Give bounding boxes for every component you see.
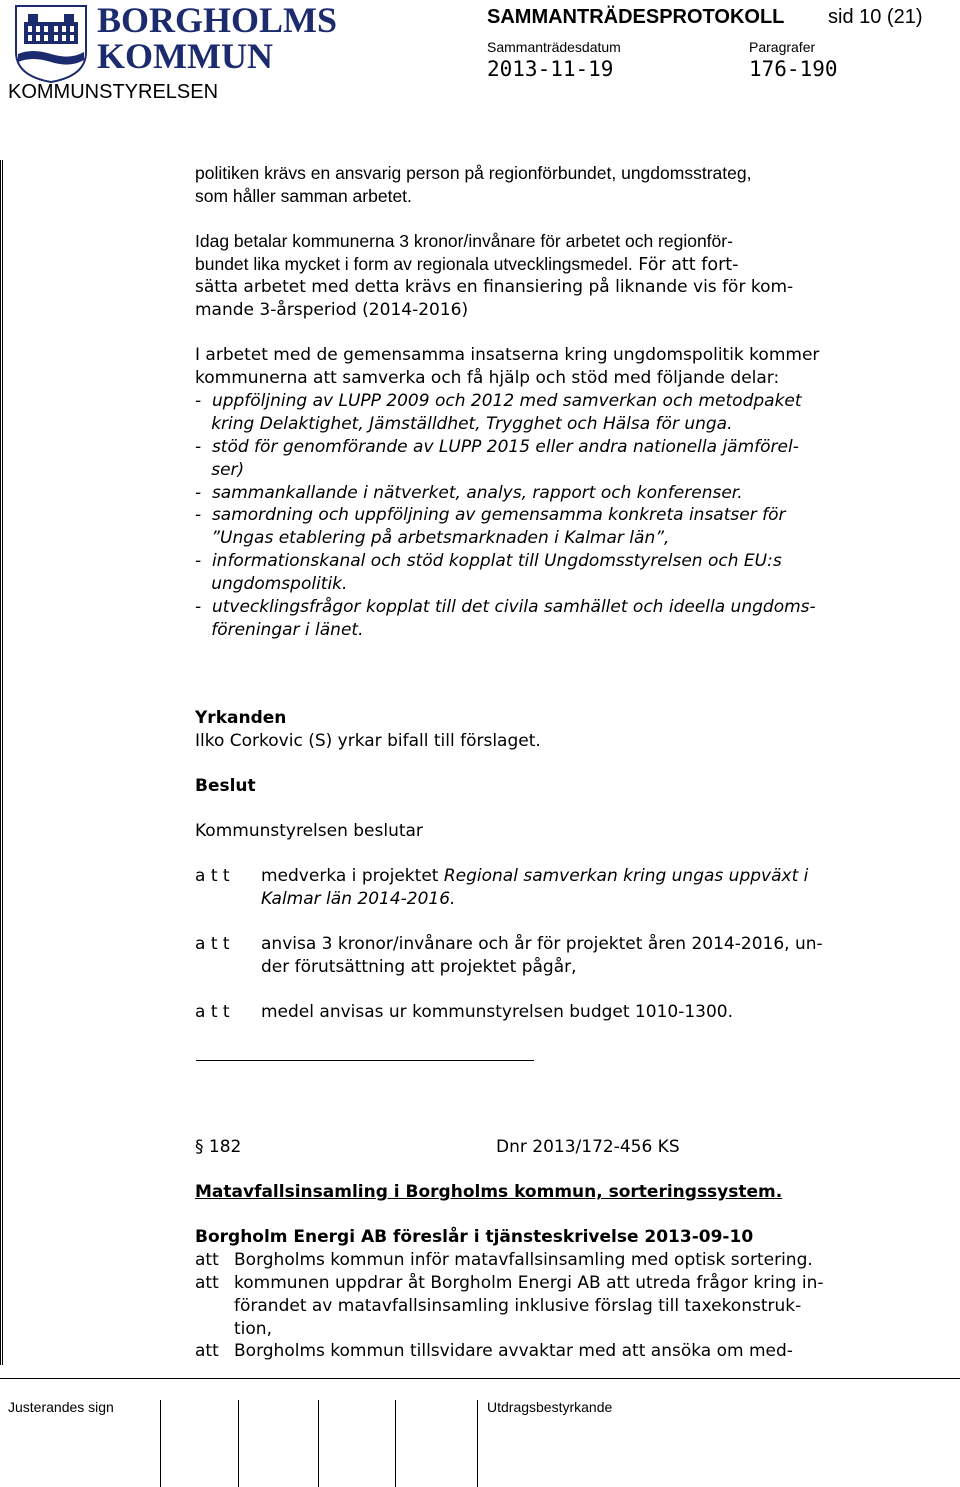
decision-line: medel anvisas ur kommunstyrelsen budget 1010-1300. (261, 1002, 733, 1022)
signature-box-divider (395, 1400, 396, 1487)
signature-box-divider (160, 1400, 161, 1487)
meeting-date-value: 2013-11-19 (487, 57, 614, 81)
department-name: KOMMUNSTYRELSEN (8, 81, 219, 103)
signature-box-divider (318, 1400, 319, 1487)
att-label: a t t (195, 1002, 230, 1022)
logo-title-line2: KOMMUN (97, 36, 273, 76)
paragraph-text: För att fort- (632, 255, 739, 275)
decision-line (261, 865, 808, 888)
proposal-line: kommunen uppdrar åt Borgholm Energi AB att utreda frågor kring in- (234, 1273, 824, 1293)
list-item: ungdomspolitik. (195, 574, 348, 594)
paragraph-line: mande 3-årsperiod (2014-2016) (195, 300, 469, 320)
document-title: SAMMANTRÄDESPROTOKOLL (487, 6, 785, 28)
list-item: ”Ungas etablering på arbetsmarknaden i Kalmar län”, (195, 528, 670, 548)
section-heading: Yrkanden (195, 708, 287, 728)
meeting-date-label: Sammanträdesdatum (487, 39, 621, 55)
project-name: Regional samverkan kring ungas uppväxt i (443, 866, 809, 886)
decision-line: Kalmar län 2014-2016. (261, 889, 456, 909)
att-label: att (195, 1273, 219, 1293)
list-item: - informationskanal och stöd kopplat till Ungdomsstyrelsen och EU:s (195, 551, 782, 571)
paragraph-line: Ilko Corkovic (S) yrkar bifall till förslaget. (195, 731, 541, 751)
paragraphs-label: Paragrafer (749, 39, 816, 55)
list-item: - stöd för genomförande av LUPP 2015 eller andra nationella jämförel- (195, 437, 799, 457)
paragraph-line: Kommunstyrelsen beslutar (195, 821, 423, 841)
section-divider (196, 1060, 534, 1061)
list-item: ser) (195, 460, 245, 480)
paragraph-line: som håller samman arbetet. (195, 186, 412, 206)
proposal-line: förandet av matavfallsinsamling inklusive förslag till taxekonstruk- (234, 1296, 802, 1316)
list-item: föreningar i länet. (195, 620, 364, 640)
att-label: a t t (195, 866, 230, 886)
proposal-line: tion, (234, 1319, 272, 1339)
list-item: - samordning och uppföljning av gemensamma konkreta insatser för (195, 505, 786, 525)
paragraph-line: I arbetet med de gemensamma insatserna kring ungdomspolitik kommer (195, 345, 820, 365)
paragraph-line-mixed (195, 253, 738, 277)
page-number: sid 10 (21) (828, 6, 923, 28)
signature-label: Justerandes sign (8, 1399, 114, 1415)
signature-box-divider (477, 1400, 478, 1487)
list-item: kring Delaktighet, Jämställdhet, Trygghet och Hälsa för unga. (195, 414, 733, 434)
paragraph-line: kommunerna att samverka och få hjälp och stöd med följande delar: (195, 368, 780, 388)
margin-rule-inner (2, 160, 3, 1365)
extract-certification-label: Utdragsbestyrkande (487, 1399, 613, 1415)
proposal-heading: Borgholm Energi AB föreslår i tjänsteskrivelse 2013-09-10 (195, 1227, 754, 1247)
decision-line: anvisa 3 kronor/invånare och år för projektet åren 2014-2016, un- (261, 934, 823, 954)
case-number: Dnr 2013/172-456 KS (496, 1137, 680, 1157)
paragraph-line: politiken krävs en ansvarig person på regionförbundet, ungdomsstrateg, (195, 163, 752, 183)
decision-line: der förutsättning att projektet pågår, (261, 957, 577, 977)
list-item: - utvecklingsfrågor kopplat till det civila samhället och ideella ungdoms- (195, 597, 816, 617)
section-number: § 182 (195, 1137, 242, 1157)
logo-title-line1: BORGHOLMS (97, 0, 338, 40)
proposal-line: Borgholms kommun tillsvidare avvaktar med att ansöka om med- (234, 1341, 793, 1361)
att-label: att (195, 1250, 219, 1270)
paragraph-text: bundet lika mycket i form av regionala utvecklingsmedel. (195, 254, 633, 274)
decision-text: medverka i projektet (261, 866, 444, 886)
paragraph-line: Idag betalar kommunerna 3 kronor/invånare för arbetet och regionför- (195, 231, 733, 251)
section-heading: Beslut (195, 776, 256, 796)
footer-rule (0, 1378, 960, 1379)
section-title: Matavfallsinsamling i Borgholms kommun, sorteringssystem. (195, 1182, 783, 1202)
list-item: - sammankallande i nätverket, analys, rapport och konferenser. (195, 483, 743, 503)
proposal-line: Borgholms kommun inför matavfallsinsamling med optisk sortering. (234, 1250, 813, 1270)
margin-rule (0, 160, 1, 1365)
municipality-crest-icon (12, 4, 90, 84)
att-label: a t t (195, 934, 230, 954)
signature-box-divider (238, 1400, 239, 1487)
paragraph-line: sätta arbetet med detta krävs en finansiering på liknande vis för kom- (195, 277, 794, 297)
list-item: - uppföljning av LUPP 2009 och 2012 med samverkan och metodpaket (195, 391, 802, 411)
paragraphs-value: 176-190 (749, 57, 838, 81)
att-label: att (195, 1341, 219, 1361)
